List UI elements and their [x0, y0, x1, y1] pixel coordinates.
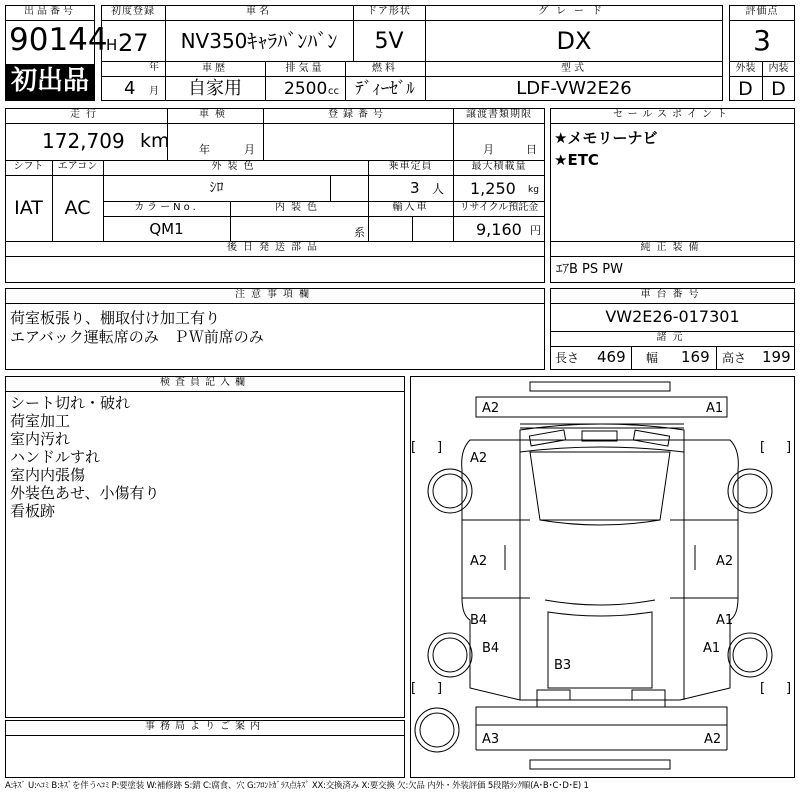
inspection-label: 車検: [199, 109, 231, 120]
mark: B4: [470, 613, 488, 628]
equipment: ｴｱB PS PW: [556, 262, 623, 277]
mark: A2: [470, 554, 488, 569]
recycle-unit: 円: [530, 224, 541, 237]
mark: A1: [716, 613, 734, 628]
interior-grade: D: [771, 78, 786, 100]
notes-label: 注意事項欄: [235, 289, 315, 300]
exterior-grade: D: [738, 78, 753, 100]
reg-no-label: 登録番号: [328, 109, 388, 120]
bracket: ]: [786, 681, 792, 696]
door-label: ドア形状: [367, 6, 411, 17]
chassis-label: 車台番号: [640, 289, 705, 300]
lot-no: 90144: [9, 22, 108, 58]
bracket: ]: [437, 440, 443, 455]
ac-label: エアコン: [57, 161, 98, 172]
bracket: [: [411, 681, 417, 696]
mark: A1: [706, 401, 724, 416]
mileage: 172,709: [42, 129, 125, 153]
import-label: 輸入車: [392, 202, 429, 213]
mark: A1: [703, 641, 721, 656]
displacement-unit: cc: [328, 86, 339, 97]
model-label: 型式: [561, 63, 587, 74]
width: 169: [681, 348, 710, 366]
reg-month-unit: 月: [149, 86, 159, 97]
model: LDF-VW2E26: [516, 78, 632, 99]
sales-points-label: セールスポイント: [612, 109, 733, 120]
mileage-unit: km: [140, 130, 170, 152]
length: 469: [597, 348, 626, 366]
max-load: 1,250: [470, 179, 516, 198]
car-name-label: 車名: [246, 6, 272, 17]
history-label: 車歴: [202, 63, 228, 74]
bracket: [: [760, 440, 766, 455]
sales-point-1: ★メモリーナビ: [554, 129, 658, 147]
color-label: 外装色: [211, 161, 260, 172]
mark: A2: [716, 554, 734, 569]
inspector-line: シート切れ・破れ: [10, 394, 131, 412]
bracket: [: [760, 681, 766, 696]
car-name: NV350ｷｬﾗﾊﾞﾝﾊﾞﾝ: [180, 29, 338, 53]
era: H: [106, 36, 118, 54]
reg-year-unit: 年: [149, 62, 159, 73]
chassis-number: VW2E26-017301: [605, 307, 740, 326]
bracket: [: [411, 440, 417, 455]
capacity-unit: 人: [432, 182, 445, 196]
shift: IAT: [14, 197, 43, 219]
recycle-label: リサイクル預託金: [459, 202, 539, 213]
notes-line-1: 荷室板張り、棚取付け加工有り: [10, 309, 221, 327]
mark: A2: [482, 401, 500, 416]
office-label: 事務局よりご案内: [145, 721, 265, 732]
recycle: 9,160: [476, 220, 522, 239]
mileage-label: 走行: [70, 109, 102, 120]
grade: DX: [556, 27, 592, 55]
notes-line-2: エアバック運転席のみ ＰＷ前席のみ: [10, 328, 264, 346]
sales-point-2: ★ETC: [554, 151, 599, 169]
capacity-label: 乗車定員: [388, 161, 433, 172]
max-load-unit: kg: [528, 185, 539, 195]
inspector-label: 検査員記入欄: [160, 377, 250, 388]
transfer-day-unit: 日: [526, 143, 537, 156]
grade-label: グレード: [538, 6, 610, 17]
inspector-line: 看板跡: [10, 502, 56, 520]
fuel-label: 燃料: [372, 63, 398, 74]
capacity: 3: [410, 179, 420, 197]
bracket: ]: [437, 681, 443, 696]
fuel: ﾃﾞｨｰｾﾞﾙ: [355, 79, 415, 99]
door-type: 5V: [374, 29, 404, 54]
inspector-line: 室内内張傷: [10, 466, 86, 484]
bracket: ]: [786, 440, 792, 455]
displacement: 2500: [284, 79, 328, 99]
int-color-unit: 系: [354, 226, 365, 239]
color: ｼﾛ: [209, 180, 224, 196]
chassis-box: [550, 288, 795, 370]
inspector-line: ハンドルすれ: [10, 448, 101, 466]
interior-label: 内装: [768, 63, 789, 74]
history: 自家用: [188, 78, 242, 99]
insp-month-unit: 月: [244, 143, 255, 156]
displacement-label: 排気量: [285, 63, 325, 74]
score: 3: [753, 24, 771, 57]
mark: B3: [554, 658, 572, 673]
mark: A2: [470, 451, 488, 466]
first-reg-label: 初度登録: [111, 6, 155, 17]
width-label: 幅: [646, 351, 659, 365]
exterior-label: 外装: [735, 63, 756, 74]
height: 199: [762, 348, 791, 366]
ac: AC: [64, 197, 91, 219]
transfer-month-unit: 月: [483, 143, 494, 156]
reg-month: 4: [124, 78, 136, 99]
mark: A2: [704, 732, 722, 747]
later-parts-label: 後日発送部品: [227, 242, 323, 253]
mark: B4: [482, 641, 500, 656]
reg-year: 27: [118, 29, 149, 57]
color-no-label: カラーNo.: [134, 202, 199, 213]
inspector-line: 荷室加工: [10, 412, 71, 430]
inspector-line: 室内汚れ: [10, 430, 71, 448]
insp-year-unit: 年: [199, 143, 210, 156]
lot-no-label: 出品番号: [24, 6, 76, 17]
shift-label: シフト: [13, 161, 44, 172]
equipment-label: 純正装備: [640, 242, 705, 253]
first-listing-text: 初出品: [10, 66, 89, 96]
score-label: 評価点: [745, 6, 779, 17]
mark: A3: [482, 732, 500, 747]
color-no: QM1: [149, 220, 184, 238]
max-load-label: 最大積載量: [471, 161, 527, 172]
dims-label: 諸元: [656, 332, 689, 343]
height-label: 高さ: [722, 351, 747, 365]
transfer-label: 譲渡書類期限: [466, 109, 532, 120]
length-label: 長さ: [555, 351, 580, 365]
int-color-label: 内装色: [275, 202, 323, 213]
legend: A:ｷｽﾞ U:ﾍｺﾐ B:ｷｽﾞを伴うﾍｺﾐ P:要塗装 W:補修跡 S:錆 C:腐食、穴 G:ﾌﾛﾝﾄｶﾞﾗｽ点ｷｽﾞ XX:交換済み X:要交換 欠:欠品 内外・外装評価 5段階ﾗﾝｸ順(A･B･C･D･E) 1: [5, 781, 589, 791]
car-diagram: [410, 376, 795, 778]
inspector-line: 外装色あせ、小傷有り: [10, 484, 160, 502]
